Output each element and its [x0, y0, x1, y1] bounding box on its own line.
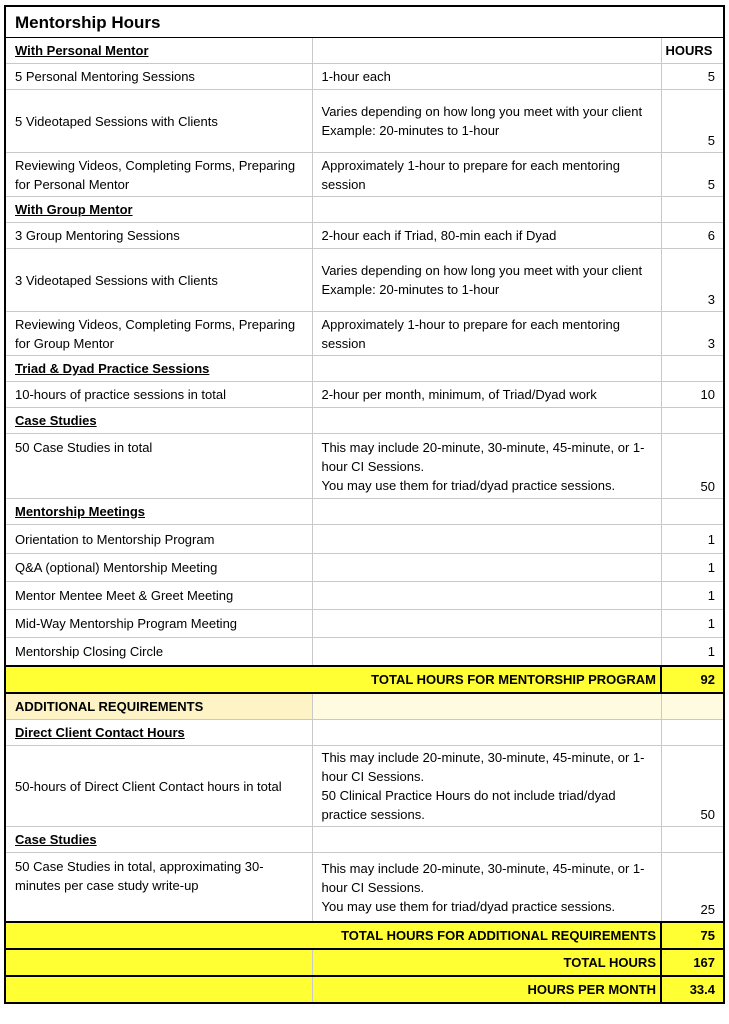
- item-description: This may include 20-minute, 30-minute, 45-minute, or 1-hour CI Sessions. You may use them for triad/dyad practice sessions.: [312, 853, 661, 923]
- item-description: This may include 20-minute, 30-minute, 45-minute, or 1-hour CI Sessions. 50 Clinical Practice Hours do not include triad/dyad practice sessions.: [312, 746, 661, 827]
- item-hours: 50: [661, 434, 724, 499]
- total-program-row: [5, 666, 724, 693]
- section-header-meetings: Mentorship Meetings: [5, 499, 312, 525]
- section-header-group: With Group Mentor: [5, 197, 312, 223]
- table-row: [5, 582, 724, 610]
- table-row: [5, 638, 724, 667]
- section-header-row: [5, 197, 724, 223]
- section-header-personal: With Personal Mentor: [5, 38, 312, 64]
- item-label: Orientation to Mentorship Program: [5, 525, 312, 554]
- section-header-row: [5, 827, 724, 853]
- table-row: [5, 64, 724, 90]
- additional-header-row: [5, 693, 724, 720]
- hours-per-month-label: HOURS PER MONTH: [312, 976, 661, 1003]
- item-hours: 3: [661, 249, 724, 312]
- table-row: [5, 382, 724, 408]
- total-program-value: 92: [661, 666, 724, 693]
- item-label: 50-hours of Direct Client Contact hours in total: [5, 746, 312, 827]
- item-hours: 50: [661, 746, 724, 827]
- item-hours: 5: [661, 153, 724, 197]
- item-description: This may include 20-minute, 30-minute, 45-minute, or 1-hour CI Sessions. You may use them for triad/dyad practice sessions.: [312, 434, 661, 499]
- item-hours: 25: [661, 853, 724, 923]
- item-hours: 6: [661, 223, 724, 249]
- item-label: Mentor Mentee Meet & Greet Meeting: [5, 582, 312, 610]
- item-hours: 1: [661, 554, 724, 582]
- section-header-practice: Triad & Dyad Practice Sessions: [5, 356, 312, 382]
- table-row: [5, 223, 724, 249]
- item-description: Approximately 1-hour to prepare for each mentoring session: [312, 153, 661, 197]
- section-header-case-studies: Case Studies: [5, 408, 312, 434]
- item-hours: 5: [661, 64, 724, 90]
- item-label: 5 Personal Mentoring Sessions: [5, 64, 312, 90]
- total-hours-label: TOTAL HOURS: [312, 949, 661, 976]
- hours-per-month-row: [5, 976, 724, 1003]
- item-label: 50 Case Studies in total, approximating 30-minutes per case study write-up: [5, 853, 312, 923]
- item-description: 2-hour each if Triad, 80-min each if Dyad: [312, 223, 661, 249]
- item-label: 10-hours of practice sessions in total: [5, 382, 312, 408]
- table-row: [5, 434, 724, 499]
- hours-column-header: HOURS: [661, 38, 724, 64]
- section-header-direct-contact: Direct Client Contact Hours: [5, 720, 312, 746]
- total-additional-value: 75: [661, 922, 724, 949]
- hours-table: [4, 5, 725, 1004]
- item-label: Q&A (optional) Mentorship Meeting: [5, 554, 312, 582]
- item-label: 3 Group Mentoring Sessions: [5, 223, 312, 249]
- section-header-row: [5, 38, 724, 64]
- item-description: 1-hour each: [312, 64, 661, 90]
- item-description: Varies depending on how long you meet with your client Example: 20-minutes to 1-hour: [312, 90, 661, 153]
- title-row: [5, 6, 724, 38]
- item-hours: 1: [661, 525, 724, 554]
- total-additional-label: TOTAL HOURS FOR ADDITIONAL REQUIREMENTS: [5, 922, 661, 949]
- item-hours: 3: [661, 312, 724, 356]
- table-row: [5, 249, 724, 312]
- section-header-row: [5, 499, 724, 525]
- item-hours: 1: [661, 610, 724, 638]
- table-row: [5, 610, 724, 638]
- sheet-title: Mentorship Hours: [5, 6, 724, 38]
- table-row: [5, 90, 724, 153]
- section-header-row: [5, 720, 724, 746]
- item-description: Varies depending on how long you meet with your client Example: 20-minutes to 1-hour: [312, 249, 661, 312]
- table-row: [5, 153, 724, 197]
- total-additional-row: [5, 922, 724, 949]
- total-hours-value: 167: [661, 949, 724, 976]
- section-header-row: [5, 408, 724, 434]
- total-program-label: TOTAL HOURS FOR MENTORSHIP PROGRAM: [5, 666, 661, 693]
- item-label: Mentorship Closing Circle: [5, 638, 312, 667]
- table-row: [5, 746, 724, 827]
- section-header-additional-case-studies: Case Studies: [5, 827, 312, 853]
- item-label: 5 Videotaped Sessions with Clients: [5, 90, 312, 153]
- item-label: Reviewing Videos, Completing Forms, Preparing for Personal Mentor: [5, 153, 312, 197]
- table-row: [5, 554, 724, 582]
- item-label: 50 Case Studies in total: [5, 434, 312, 499]
- item-label: Mid-Way Mentorship Program Meeting: [5, 610, 312, 638]
- item-label: 3 Videotaped Sessions with Clients: [5, 249, 312, 312]
- mentorship-hours-sheet: [4, 5, 723, 1004]
- hours-per-month-value: 33.4: [661, 976, 724, 1003]
- table-row: [5, 525, 724, 554]
- total-hours-row: [5, 949, 724, 976]
- item-hours: 1: [661, 638, 724, 667]
- item-hours: 10: [661, 382, 724, 408]
- item-hours: 1: [661, 582, 724, 610]
- section-header-row: [5, 356, 724, 382]
- item-description: 2-hour per month, minimum, of Triad/Dyad work: [312, 382, 661, 408]
- table-row: [5, 853, 724, 923]
- item-label: Reviewing Videos, Completing Forms, Preparing for Group Mentor: [5, 312, 312, 356]
- item-description: Approximately 1-hour to prepare for each mentoring session: [312, 312, 661, 356]
- additional-requirements-header: ADDITIONAL REQUIREMENTS: [5, 693, 312, 720]
- table-row: [5, 312, 724, 356]
- item-hours: 5: [661, 90, 724, 153]
